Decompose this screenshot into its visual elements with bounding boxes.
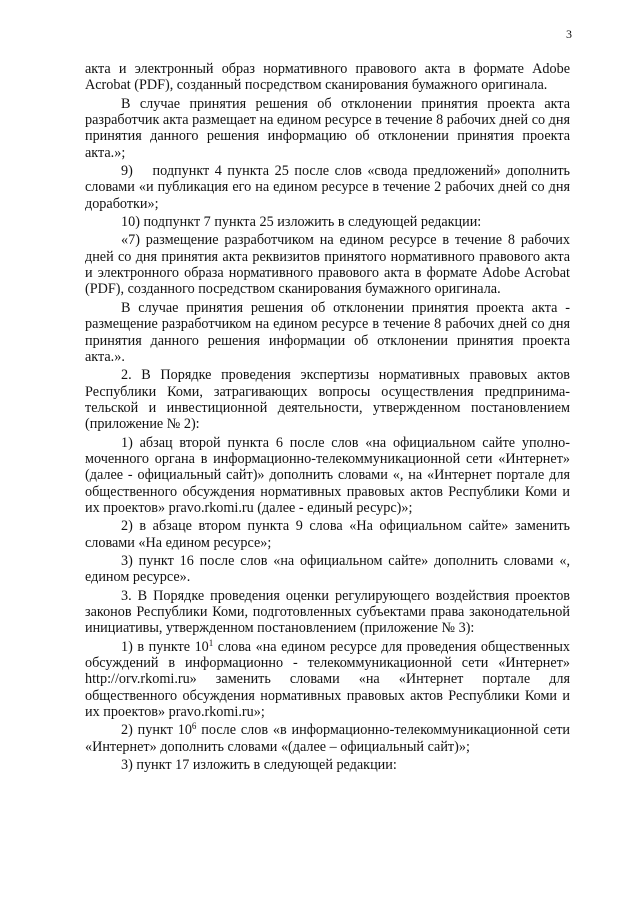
paragraph: акта и электронный образ нормативного правового акта в формате Adobe Acrobat (PDF), созданный посредством сканирования бумажного оригинала.	[85, 61, 570, 94]
paragraph: В случае принятия решения об отклонении принятия проекта акта - размещение разработчиком на едином ресурсе в течение 8 рабочих дней со дня принятия данного решения информации об отклонении принятия проекта акта.».	[85, 299, 570, 365]
superscript: 1	[208, 637, 214, 648]
paragraph: 3) пункт 17 изложить в следующей редакции:	[121, 757, 397, 774]
paragraph: 2) в абзаце втором пункта 9 слова «На официальном сайте» заменить словами «На едином ресурсе»;	[85, 518, 570, 551]
paragraph: 3. В Порядке проведения оценки регулирующего воздействия проектов законов Республики Коми, подготовленных субъектами права законодательной инициативы, утвержденном постановлением (приложение № 3):	[85, 587, 570, 637]
text-run: 1) в пункте 10	[121, 638, 209, 655]
paragraph: «7) размещение разработчиком на едином ресурсе в течение 8 рабочих дней со дня принятия акта реквизитов принятого нормативного правового акта и электронного образа нормативного правового акта в формате Adobe Acrobat (PDF), созданного посредством сканирования бумажного оригинала.	[85, 232, 570, 298]
paragraph: 1) абзац второй пункта 6 после слов «на официальном сайте уполномоченного органа в информационно-телекоммуникационной сети «Интернет» (далее - официальный сайт)» дополнить словами «, на «Интернет портале для общественного обсуждения нормативных правовых актов Республики Коми и их проектов» pravo.rkomi.ru (далее - единый ресурс)»;	[85, 434, 570, 516]
paragraph: В случае принятия решения об отклонении принятия проекта акта разработчик акта размещает на едином ресурсе в течение 8 рабочих дней со дня принятия данного решения информацию об отклонении принятия проекта акта.»;	[85, 95, 570, 161]
text-run: слова «на едином ресурсе для проведения общественных обсуждений в информационно - телекоммуникационной сети «Интернет» http://orv.rkomi.ru» заменить словами «на «Интернет портале для общественного обсуждения нормативных правовых актов Республики Коми и их проектов» pravo.rkomi.ru»;	[85, 638, 570, 721]
page-number: 3	[566, 27, 572, 41]
paragraph-with-superscript	[85, 639, 570, 721]
paragraph: 10) подпункт 7 пункта 25 изложить в следующей редакции:	[121, 214, 482, 231]
document-body	[85, 61, 570, 773]
superscript: 6	[191, 721, 197, 732]
paragraph: 3) пункт 16 после слов «на официальном сайте» дополнить словами «, едином ресурсе».	[85, 552, 570, 586]
paragraph: 2. В Порядке проведения экспертизы нормативных правовых актов Республики Коми, затрагивающих вопросы осуществления предпринимательской и инвестиционной деятельности, утвержденном постановлением (приложение № 2):	[85, 367, 570, 433]
text-run: 2) пункт 10	[121, 722, 192, 739]
text-run: после слов «в информационно-телекоммуникационной сети «Интернет» дополнить словами «(далее – официальный сайт)»;	[85, 722, 570, 755]
paragraph-with-superscript	[85, 722, 570, 755]
paragraph: 9) подпункт 4 пункта 25 после слов «свода предложений» дополнить словами «и публикация его на едином ресурсе в течение 2 рабочих дней со дня доработки»;	[85, 163, 570, 212]
